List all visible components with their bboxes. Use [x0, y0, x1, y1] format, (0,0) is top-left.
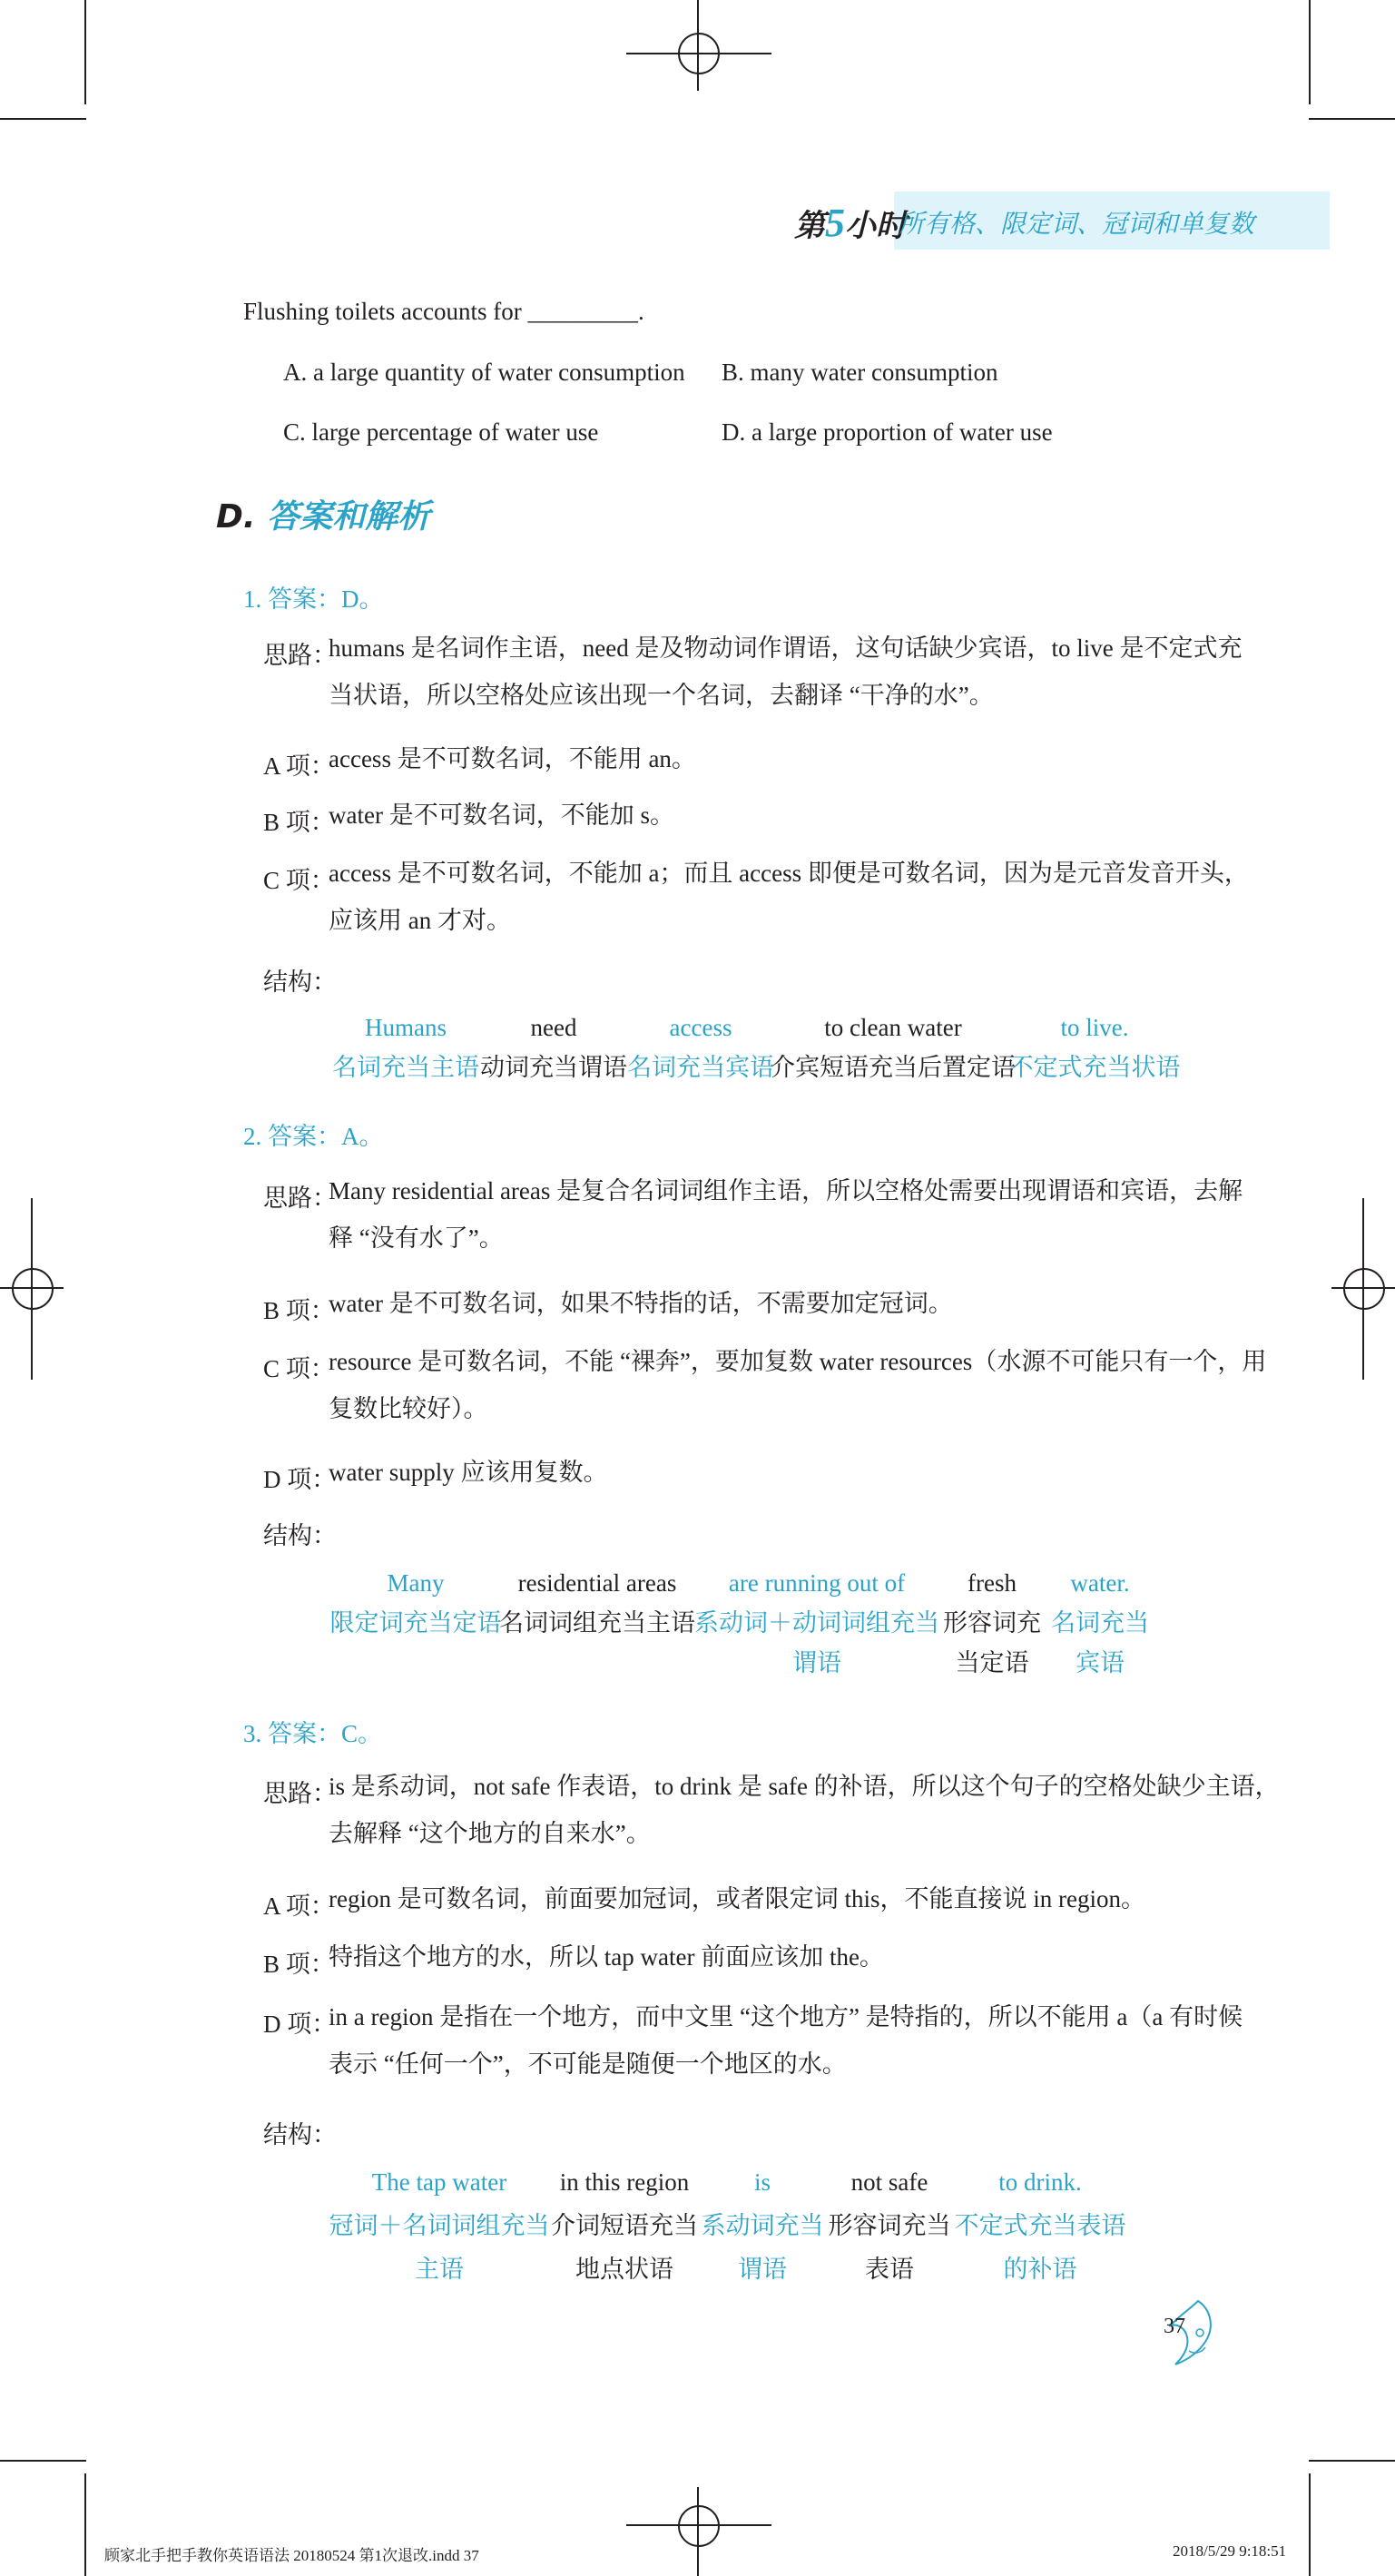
text-line: 去解释 “这个地方的自来水”。 — [329, 1820, 651, 1847]
answer-1-structure-label: 结构： — [263, 968, 337, 996]
structure-zh: 系动词充当 — [701, 2212, 824, 2239]
chapter-topic: 所有格、限定词、冠词和单复数 — [899, 211, 1255, 239]
structure-zh: 名词充当主语 — [332, 1054, 479, 1081]
structure-zh: 介宾短语充当后置定语 — [771, 1054, 1016, 1081]
structure-zh: 不定式充当表语 — [954, 2212, 1126, 2239]
answer-1-label-reasoning: 思路： — [263, 642, 337, 669]
footer-timestamp: 2018/5/29 9:18:51 — [1173, 2542, 1287, 2560]
footer-file: 顾家北手把手教你英语语法 20180524 第1次退改.indd 37 — [104, 2547, 479, 2564]
structure-word — [702, 2160, 824, 2291]
text-line: water supply 应该用复数。 — [329, 1459, 608, 1486]
answer-3-label-b: B 项： — [263, 1951, 335, 1978]
structure-en: not safe — [850, 2168, 928, 2196]
crop-mark-tl-v — [84, 0, 86, 104]
structure-zh: 表语 — [865, 2256, 914, 2283]
structure-zh: 地点状语 — [575, 2256, 673, 2283]
structure-en: Many — [387, 1569, 445, 1597]
structure-word — [1051, 1563, 1149, 1683]
text-line: is 是系动词，not safe 作表语，to drink 是 safe 的补语，所以这个句子的空格处缺少主语， — [329, 1773, 1280, 1800]
crop-mark-tl-h — [0, 118, 86, 120]
page-number: 37 — [1164, 2315, 1185, 2338]
text-line: Many residential areas 是复合名词词组作主语，所以空格处需要出现谓语和宾语，去解 — [329, 1177, 1243, 1204]
chapter-prefix: 第 — [794, 210, 825, 243]
structure-en: need — [530, 1014, 577, 1041]
answer-3-item-b — [329, 1933, 884, 1981]
structure-zh: 名词充当宾语 — [627, 1054, 774, 1081]
chapter-label — [794, 200, 907, 246]
section-letter: D. — [216, 498, 256, 536]
structure-zh: 的补语 — [1003, 2256, 1077, 2283]
answer-2-label-d: D 项： — [263, 1466, 337, 1493]
answer-1-item-a — [329, 735, 696, 782]
crop-mark-bl-h — [0, 2460, 86, 2462]
structure-word — [955, 2160, 1126, 2291]
structure-en: water. — [1070, 1569, 1130, 1597]
structure-en: fresh — [968, 1569, 1017, 1597]
option-a: A. a large quantity of water consumption — [283, 359, 685, 386]
structure-zh: 介词短语充当 — [551, 2212, 698, 2239]
text-line: 应该用 an 才对。 — [329, 907, 511, 934]
structure-en: are running out of — [728, 1569, 906, 1597]
structure-zh: 限定词充当定语 — [329, 1609, 502, 1637]
answer-1-item-b — [329, 791, 674, 839]
structure-zh: 冠词＋名词词组充当 — [329, 2212, 550, 2239]
structure-word — [829, 2160, 951, 2291]
text-line: 当状语，所以空格处应该出现一个名词，去翻译 “干净的水”。 — [329, 682, 994, 709]
structure-zh: 不定式充当状语 — [1008, 1054, 1181, 1081]
structure-zh: 名词词组充当主语 — [499, 1609, 695, 1637]
answer-3-label-d: D 项： — [263, 2011, 337, 2038]
option-b: B. many water consumption — [722, 359, 998, 386]
structure-word — [627, 1008, 774, 1087]
structure-en: access — [669, 1014, 732, 1041]
structure-en: to drink. — [998, 2168, 1082, 2196]
answer-2-reasoning — [329, 1167, 1243, 1262]
text-line: 特指这个地方的水，所以 tap water 前面应该加 the。 — [329, 1943, 884, 1971]
structure-zh: 形容词充 — [943, 1609, 1041, 1637]
answer-3-reasoning — [329, 1763, 1280, 1857]
answer-3-label-reasoning: 思路： — [263, 1780, 337, 1807]
answer-1-reasoning — [329, 624, 1242, 719]
structure-en: Humans — [365, 1014, 447, 1041]
question-stem: Flushing toilets accounts for _________. — [243, 298, 644, 325]
structure-word — [771, 1008, 1016, 1087]
structure-word — [694, 1563, 939, 1683]
text-line: resource 是可数名词，不能 “裸奔”，要加复数 water resources（水源不可能只有一个，用 — [329, 1348, 1267, 1375]
answer-2-item-c — [329, 1338, 1266, 1432]
answer-3-structure-label: 结构： — [263, 2121, 337, 2148]
answer-1-label-c: C 项： — [263, 867, 335, 894]
crop-mark-tr-v — [1309, 0, 1311, 104]
structure-zh: 谓语 — [792, 1649, 841, 1676]
answer-3-label-a: A 项： — [263, 1893, 335, 1920]
answer-1-item-c — [329, 850, 1249, 944]
answer-2-item-d — [329, 1449, 607, 1496]
answer-1-label-a: A 项： — [263, 752, 335, 780]
crop-mark-bl-v — [84, 2473, 86, 2576]
structure-en: in this region — [559, 2168, 690, 2196]
text-line: water 是不可数名词，不能加 s。 — [329, 801, 674, 829]
structure-word — [480, 1008, 627, 1087]
answer-2-head: 2. 答案：A。 — [243, 1123, 384, 1150]
text-line: 表示 “任何一个”，不可能是随便一个地区的水。 — [329, 2050, 847, 2078]
text-line: humans 是名词作主语，need 是及物动词作谓语，这句话缺少宾语，to live 是不定式充 — [329, 634, 1243, 662]
structure-zh: 宾语 — [1076, 1649, 1125, 1676]
answer-2-label-c: C 项： — [263, 1355, 335, 1382]
structure-en: is — [753, 2168, 771, 2196]
chapter-number: 5 — [825, 201, 845, 245]
structure-en: The tap water — [371, 2168, 507, 2196]
answer-3-head: 3. 答案：C。 — [243, 1720, 383, 1747]
structure-zh: 名词充当 — [1051, 1609, 1149, 1637]
structure-word — [332, 1008, 479, 1087]
answer-2-label-b: B 项： — [263, 1297, 335, 1324]
structure-zh: 主语 — [415, 2256, 464, 2283]
crop-mark-br-h — [1309, 2460, 1395, 2462]
text-line: water 是不可数名词，如果不特指的话，不需要加定冠词。 — [329, 1290, 953, 1317]
option-c: C. large percentage of water use — [283, 418, 599, 446]
answer-2-structure-label: 结构： — [263, 1522, 337, 1549]
text-line: in a region 是指在一个地方，而中文里 “这个地方” 是特指的，所以不能用 a（a 有时候 — [329, 2003, 1243, 2030]
structure-zh: 动词充当谓语 — [480, 1054, 627, 1081]
section-title: 答案和解析 — [267, 498, 431, 536]
structure-en: to live. — [1060, 1014, 1129, 1041]
structure-zh: 系动词＋动词词组充当 — [694, 1609, 939, 1637]
text-line: 复数比较好）。 — [329, 1395, 488, 1422]
text-line: access 是不可数名词，不能用 an。 — [329, 745, 696, 772]
text-line: access 是不可数名词，不能加 a；而且 access 即便是可数名词，因为是元音发音开头， — [329, 860, 1249, 887]
structure-word — [330, 1563, 502, 1643]
chapter-unit: 小时 — [845, 210, 907, 243]
structure-zh: 形容词充当 — [828, 2212, 951, 2239]
section-heading — [216, 491, 430, 537]
structure-zh: 当定语 — [955, 1649, 1029, 1676]
answer-3-item-d — [329, 1993, 1243, 2088]
structure-word — [943, 1563, 1041, 1683]
structure-en: residential areas — [517, 1569, 677, 1597]
text-line: region 是可数名词，前面要加冠词，或者限定词 this，不能直接说 in region。 — [329, 1885, 1145, 1912]
answer-3-item-a — [329, 1875, 1145, 1922]
structure-en: to clean water — [824, 1014, 962, 1041]
structure-word — [329, 2160, 550, 2291]
structure-word — [499, 1563, 695, 1643]
answer-2-label-reasoning: 思路： — [263, 1185, 337, 1212]
answer-1-head: 1. 答案：D。 — [243, 585, 384, 613]
text-line: 释 “没有水了”。 — [329, 1224, 504, 1252]
option-d: D. a large proportion of water use — [722, 418, 1053, 446]
answer-1-label-b: B 项： — [263, 809, 335, 836]
structure-zh: 谓语 — [738, 2256, 787, 2283]
structure-word — [1009, 1008, 1181, 1087]
answer-2-item-b — [329, 1280, 953, 1327]
crop-mark-br-v — [1309, 2473, 1311, 2576]
structure-word — [551, 2160, 698, 2291]
crop-mark-tr-h — [1309, 118, 1395, 120]
